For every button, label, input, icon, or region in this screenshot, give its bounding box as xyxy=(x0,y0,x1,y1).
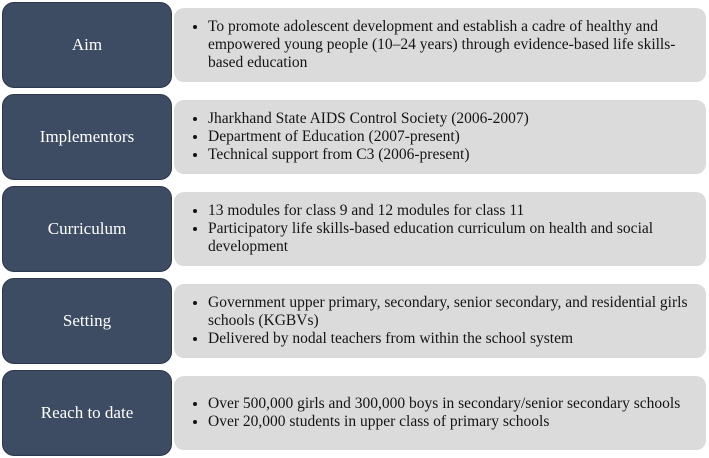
bullet-item: • Delivered by nodal teachers from within the school system xyxy=(208,330,698,348)
bullet-item: • Over 20,000 students in upper class of primary schools xyxy=(208,413,680,431)
row-curriculum xyxy=(0,186,709,272)
bullet-item: • Over 500,000 girls and 300,000 boys in secondary/senior secondary schools xyxy=(208,395,680,413)
row-content-setting xyxy=(174,284,706,358)
row-content-curriculum xyxy=(174,192,706,266)
row-label-setting: Setting xyxy=(2,278,172,364)
row-aim xyxy=(0,2,709,88)
row-content-aim xyxy=(174,8,706,82)
row-content-implementors xyxy=(174,100,706,174)
row-label-aim: Aim xyxy=(2,2,172,88)
row-label-curriculum: Curriculum xyxy=(2,186,172,272)
row-reach-to-date xyxy=(0,370,709,456)
bullet-list xyxy=(174,294,706,348)
row-setting xyxy=(0,278,709,364)
bullet-list xyxy=(174,395,688,431)
bullet-item: • Participatory life skills-based education curriculum on health and social development xyxy=(208,220,698,256)
bullet-item: • 13 modules for class 9 and 12 modules for class 11 xyxy=(208,202,698,220)
bullet-item: • Government upper primary, secondary, senior secondary, and residential girls schools (KGBVs) xyxy=(208,294,698,330)
bullet-item: • Technical support from C3 (2006-present) xyxy=(208,146,529,164)
row-label-implementors: Implementors xyxy=(2,94,172,180)
row-implementors xyxy=(0,94,709,180)
bullet-list xyxy=(174,110,537,164)
bullet-item: • Jharkhand State AIDS Control Society (2006-2007) xyxy=(208,110,529,128)
row-label-reach-to-date: Reach to date xyxy=(2,370,172,456)
bullet-list xyxy=(174,18,706,72)
bullet-item: • Department of Education (2007-present) xyxy=(208,128,529,146)
bullet-item: • To promote adolescent development and establish a cadre of healthy and empowered young people (10–24 years) through evidence-based life skills-based education xyxy=(208,18,698,72)
bullet-list xyxy=(174,202,706,256)
row-content-reach-to-date xyxy=(174,376,706,450)
